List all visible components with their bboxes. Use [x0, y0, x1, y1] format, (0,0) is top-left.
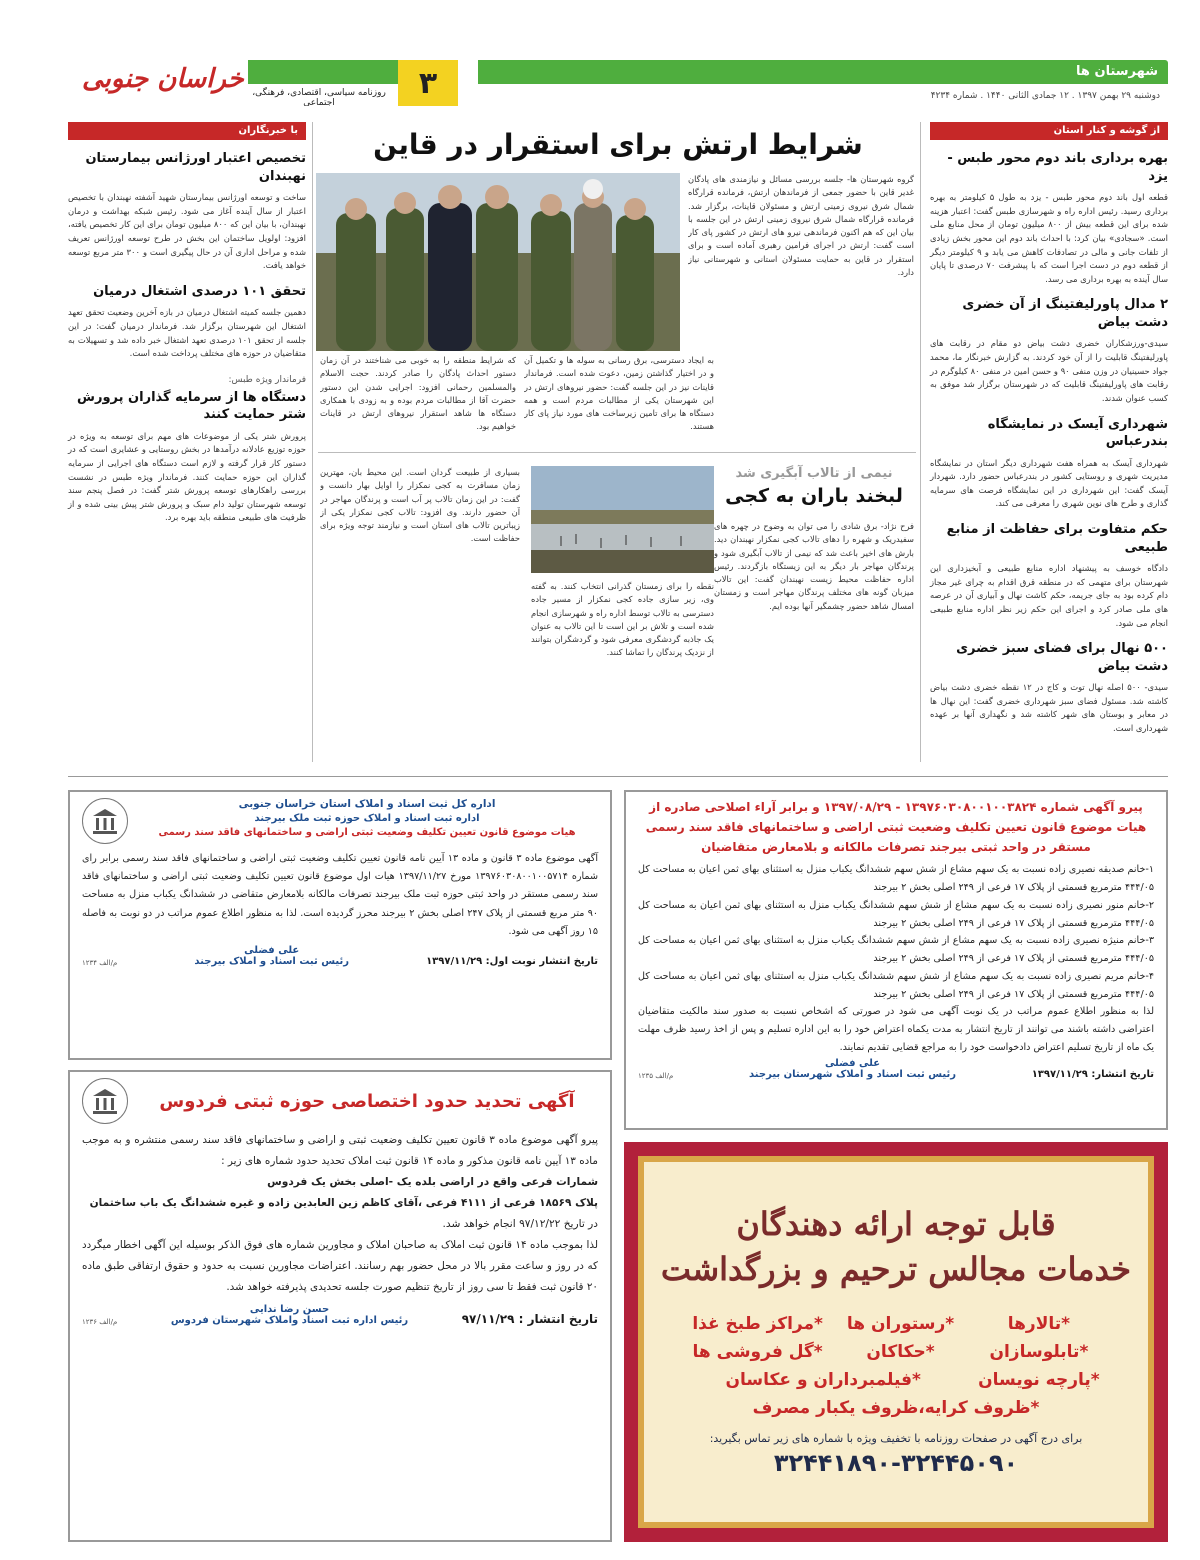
logo-box — [68, 60, 248, 106]
service-item: *فیلمبرداران و عکاسان — [725, 1369, 921, 1390]
sub-article-text: بسیاری از طبیعت گردان است. این محیط بان، مهترین زمان مسافرت به کجی نمکزار را اوایل بهار دانست و گفت: در این زمان تالاب پر آب است و پرندگان مهاجر در آن حضور دارند. وی افزود: تالاب کجی نمکزار یکی از زیباترین تالاب های استان است و نیازمند توجه ویژه برای حفاظت است. — [320, 467, 520, 544]
service-item: *ظروف کرایه،ظروف یکبار مصرف — [752, 1397, 1040, 1418]
services-list — [644, 1314, 1148, 1418]
signer-name: حسن رضا ندایی — [249, 1303, 330, 1315]
article-title: دستگاه ها از سرمایه گذاران پرورش شتر حمایت کنند — [77, 389, 306, 423]
page-number-box — [398, 60, 458, 106]
right-column-heading: از گوشه و کنار استان — [930, 122, 1168, 140]
tagline: روزنامه سیاسی، اقتصادی، فرهنگی، اجتماعی — [252, 88, 386, 106]
article — [68, 150, 306, 273]
article — [930, 296, 1168, 405]
registry-emblem-icon — [82, 798, 128, 844]
service-item: *گل فروشی ها — [692, 1341, 823, 1362]
ad-item: ۳-خانم منیژه نصیری زاده نسبت به یک سهم مشاع از شش سهم ششدانگ یکباب منزل به استثنای بهای ثمن اعیان به مساحت کل ۴۴۴/۰۵ مترمربع قسمتی از پلاک ۱۷ فرعی از ۲۴۹ اصلی بخش ۲ بیرجند — [638, 935, 1154, 965]
article-title: ۲ مدال پاورلیفتینگ از آن خضری دشت بیاض — [962, 297, 1168, 330]
ad-item: پلاک ۱۸۵۶۹ فرعی از ۴۱۱۱ فرعی ،آقای کاظم زین العابدین زاده و غیره ششدانگ یک باب ساختمان — [89, 1196, 598, 1209]
ad-signature — [194, 945, 349, 967]
ad-title: هیات موضوع قانون تعیین تکلیف وضعیت ثبتی اراضی و ساختمانهای فاقد سند رسمی — [158, 827, 576, 838]
signer-title: رئیس اداره ثبت اسناد واملاک شهرستان فردوس — [170, 1314, 409, 1326]
article-title: ۵۰۰ نهال برای فضای سبز خضری دشت بیاض — [956, 641, 1168, 674]
ads-divider — [68, 776, 1168, 777]
page-header — [68, 60, 1168, 106]
ad-date: تاریخ انتشار : ۹۷/۱۱/۲۹ — [461, 1311, 598, 1326]
service-item: *حکاکان — [866, 1341, 935, 1362]
sub-story-title: لبخند باران به کجی — [725, 485, 903, 507]
ad-body: پیرو آگهی موضوع ماده ۳ قانون تعیین تکلیف وضعیت ثبتی و اراضی و ساختمانهای فاقد سند رسمی منتشره و به موجب ماده ۱۳ آیین نامه قانون مذکور و ماده ۱۴ قانون ثبت املاک تحدید حدود شماره های زیر : — [82, 1134, 598, 1167]
service-item: *تابلوسازان — [989, 1341, 1089, 1362]
article-body: قطعه اول باند دوم محور طبس - یزد به طول ۵ کیلومتر به بهره برداری رسید. رئیس اداره راه و شهرسازی طبس گفت: اعتبار هزینه شده برای این قطعه بیش از ۸۰۰ میلیون تومان از محل منابع ملی است. «سجادی» بیان کرد: با احداث باند دوم این محور بخش زیادی از تلفات جانی و مالی در تصادفات کاهش می یابد و ۹ کیلومتر دیگر از قطعه دوم در دست اجرا است که با پیشرفت ۷۰ درصدی تا پایان سال آینده به بهره برداری می رسد. — [930, 192, 1169, 284]
ad-code: م/الف ۱۲۳۶ — [82, 1317, 118, 1326]
article-body: سیدی- ۵۰۰ اصله نهال توت و کاج در ۱۲ نقطه خضری دشت بیاض کاشته شد. مسئول فضای سبز شهرداری خضری گفت: این نهال ها در معابر و بوستان های شهر کاشته شد و نگهداری آنها بر عهده شهرداری است. — [930, 682, 1168, 734]
article — [68, 375, 306, 525]
legal-notice-ad — [68, 790, 612, 1060]
article — [930, 640, 1168, 736]
ad-date: تاریخ انتشار نوبت اول: ۱۳۹۷/۱۱/۲۹ — [426, 956, 598, 968]
article — [930, 416, 1168, 512]
article — [68, 283, 306, 361]
ad-footer — [82, 1304, 598, 1326]
date-line: دوشنبه ۲۹ بهمن ۱۳۹۷ . ۱۲ جمادی الثانی ۱۴۴۰ . شماره ۴۲۳۴ — [930, 91, 1160, 101]
column-divider — [920, 122, 921, 762]
wetland-illustration — [531, 466, 714, 573]
ad-signature — [749, 1058, 956, 1080]
service-item: *رستوران ها — [846, 1313, 955, 1334]
ad-item: ۱-خانم صدیقه نصیری زاده نسبت به یک سهم مشاع از شش سهم ششدانگ یکباب منزل به استثنای بهای ثمن اعیان به مساحت کل ۴۴۴/۰۵ مترمربع قسمتی از پلاک ۱۷ فرعی از ۲۴۹ اصلی بخش ۲ بیرجند — [638, 864, 1154, 894]
ad-code: م/الف ۱۲۳۵ — [638, 1072, 674, 1081]
signer-name: علی فضلی — [244, 945, 300, 957]
memorial-services-ad — [624, 1142, 1168, 1542]
service-item: *تالارها — [1007, 1313, 1071, 1334]
article-body: ساخت و توسعه اورژانس بیمارستان شهید آشفته نهبندان با تخصیص اعتبار از سال آینده آغاز می شود. رئیس شبکه بهداشت و درمان نهبندان، با بیان این که ۸۰۰ میلیون تومان برای این کار تخصیص یافته، افزود: اولویل ساختمان این بخش در طرح توسعه اورژانس تعریف شده و مراحل اداری آن در حال پیگیری است و ۳۰۰ متر مربع توسعه خواهد یافت. — [68, 192, 306, 271]
header-left-bar — [248, 60, 398, 84]
sub-story-kicker: نیمی از تالاب آبگیری شد — [735, 466, 893, 481]
ad-item: ۲-خانم منور نصیری زاده نسبت به یک سهم مشاع از شش سهم ششدانگ یکباب منزل به استثنای بهای ثمن اعیان به مساحت کل ۴۴۴/۰۵ مترمربع قسمتی از پلاک ۱۷ فرعی از ۲۴۹ اصلی بخش ۲ بیرجند — [638, 899, 1154, 929]
ad-headline: قابل توجه ارائه دهندگان — [736, 1205, 1056, 1243]
main-article-text: به ایجاد دسترسی، برق رسانی به سوله ها و تکمیل آن و در اختیار گذاشتن زمین، دعوت شده است. فرماندار قاینات نیز در این جلسه گفت: حضور نیروهای ارتش در این شهرستان یکی از مطالبات مردم است و همه دستگاه ها برای تامین زیرساخت های مورد نیاز پای کار هستند. — [524, 355, 714, 432]
ad-headline: خدمات مجالس ترحیم و بزرگداشت — [660, 1249, 1132, 1288]
legal-notice-ad — [624, 790, 1168, 1130]
main-article-text: که شرایط منطقه را به خوبی می شناختند در آن زمان دستور احداث پادگان را صادر کردند. حجت الاسلام والمسلمین رحمانی افزود: اجرایی شدن این دستور حضرت آقا از مطالبات مردم بوده و به زودی با همکاری دستگاه ها شاهد استقرار نیروهای ارتش در قاینات خواهیم بود. — [320, 355, 516, 432]
officials-photo-illustration — [316, 173, 680, 351]
section-title: شهرستان ها — [1076, 64, 1158, 79]
ad-title: آگهی تحدید حدود اختصاصی حوزه ثبتی فردوس — [159, 1090, 575, 1112]
ad-title: پیرو آگهی شماره ۱۳۹۷۶۰۳۰۸۰۰۱۰۰۳۸۲۴ - ۱۳۹۷/۰۸/۲۹ و برابر آراء اصلاحی صادره از هیات موضوع قانون تعیین تکلیف وضعیت ثبتی اراضی و ساختمانهای فاقد سند رسمی مستقر در واحد ثبتی بیرجند تصرفات مالکانه و بلامعارض متقاضیان — [645, 800, 1147, 854]
ad-org: اداره کل ثبت اسناد و املاک استان خراسان جنوبی — [238, 798, 496, 810]
header-green-bar — [478, 60, 1168, 84]
story-divider — [318, 452, 916, 453]
ad-footer — [82, 945, 598, 967]
ad-item: شمارات فرعی واقع در اراضی بلده یک -اصلی بخش یک فردوس — [267, 1175, 598, 1188]
article-kicker: فرماندار ویژه طبس: — [228, 374, 306, 385]
left-column — [68, 122, 306, 525]
sub-article-text: نقطه را برای زمستان گذرانی انتخاب کنند. به گفته وی، زیر سازی جاده کجی نمکزار از مسیر جاده دسترسی به تالاب توسط اداره راه و شهرسازی انجام شده است و تلاش بر این است تا این تالاب به عنوان یک جاذبه گردشگری معرفی شود و گردشگران بتوانند از نزدیک پرندگان را تماشا کنند. — [531, 581, 714, 658]
page-number: ۳ — [418, 65, 438, 101]
service-item: *مراکز طبخ غذا — [692, 1313, 823, 1334]
news-photo — [316, 173, 680, 351]
ad-header — [82, 798, 598, 844]
article-title: تحقق ۱۰۱ درصدی اشتغال درمیان — [93, 283, 306, 299]
ad-closing: لذا به منظور اطلاع عموم مراتب در یک نوبت آگهی می شود در صورتی که اشخاص نسبت به صدور سند مالکیت متقاضیان اعتراضی داشته باشند می توانند از تاریخ انتشار به مدت یکماه اعتراض خود را به این اداره تسلیم و پس از اخذ رسید ظرف مهلت یک ماه از تاریخ تسلیم اعتراض دادخواست خود را به مراجع قضایی تقدیم نمایند. — [638, 1006, 1154, 1053]
article — [930, 521, 1168, 630]
ad-item: ۴-خانم مریم نصیری زاده نسبت به یک سهم مشاع از شش سهم ششدانگ یکباب منزل به استثنای بهای ثمن اعیان به مساحت کل ۴۴۴/۰۵ مترمربع قسمتی از پلاک ۱۷ فرعی از ۲۴۹ اصلی بخش ۲ بیرجند — [638, 970, 1154, 1000]
signer-title: رئیس ثبت اسناد و املاک شهرستان بیرجند — [749, 1069, 956, 1081]
ad-footer — [638, 1058, 1154, 1080]
wetland-photo — [531, 466, 714, 573]
ad-date: تاریخ انتشار: ۱۳۹۷/۱۱/۲۹ — [1031, 1069, 1154, 1081]
legal-notice-ad — [68, 1070, 612, 1542]
article — [930, 150, 1168, 286]
right-column — [930, 122, 1168, 736]
article-body: سیدی-ورزشکاران خضری دشت بیاض دو مقام در رقابت های پاورلیفتینگ قابلیت را از آن خود کردند. به گزارش خبرنگار ما، محمد جواد حسینیان در وزن منفی ۹۰ و حسن امین در منفی ۸۰ کیلوگرم در رقابت های پاورلیفتینگ قابلیت که در شهرستان برگزار شد موفق به کسب عنوان شدند. — [930, 338, 1168, 403]
article-title: حکم متفاوت برای حفاظت از منابع طبیعی — [946, 522, 1168, 555]
main-article-text: گروه شهرستان ها- جلسه بررسی مسائل و نیازمندی های پادگان غدیر قاین با حضور جمعی از فرماندهان ارتش، فرمانده قرارگاه شمال شرق نیروی زمینی ارتش و مسئولان قاینات، برگزار شد. فرمانده قرارگاه شمال شرق نیروی زمینی ارتش در این جلسه با بیان این که هم اکنون فرماندهی نیرو های ارتش در کشور پای کار است گفت: ارتش در اجرای فرامین رهبری آماده است و برای استقرار در قاین به حمایت مسئولان استانی و شهرستانی نیاز دارد. — [688, 174, 914, 277]
newspaper-logo: خراسان جنوبی — [82, 64, 244, 94]
left-column-heading: با خبرنگاران — [68, 122, 306, 140]
ad-body: لذا بموجب ماده ۱۴ قانون ثبت املاک به صاحبان املاک و مجاورین شماره های فوق الذکر بوسیله این آگهی اخطار میگردد که در روز و ساعت مقرر بالا در محل حضور بهم رسانند. اعتراضات مجاورین نسبت به حدود و حقوق ارتفاقی طبق ماده ۲۰ قانون ثبت فقط تا سی روز از تاریخ تنظیم صورت جلسه تحدیدی پذیرفته خواهد شد. — [82, 1239, 598, 1293]
sub-story-header — [714, 466, 914, 507]
ornate-frame — [638, 1156, 1154, 1528]
service-item: *پارچه نویسان — [978, 1369, 1100, 1390]
ad-header — [82, 1078, 598, 1124]
ad-phones: ۳۲۴۴۱۸۹۰-۳۲۴۴۵۰۹۰ — [773, 1448, 1019, 1477]
signer-name: علی فضلی — [824, 1058, 881, 1070]
main-headline: شرایط ارتش برای استقرار در قاین — [373, 128, 863, 161]
ad-item: در تاریخ ۹۷/۱۲/۲۲ انجام خواهد شد. — [442, 1218, 598, 1230]
article-body: دادگاه خوسف به پیشنهاد اداره منابع طبیعی و آبخیزداری این شهرستان برای متهمی که در منطقه قرق اقدام به چرای غیر مجاز دام کرده بود به جای جریمه، حکم کاشت نهال و آبیاری آن در عرصه های ملی صادر کرد و اجرای این حکم زیر نظر اداره منابع طبیعی انجام می شود. — [930, 563, 1168, 628]
column-divider — [312, 122, 313, 762]
article-title: تخصیص اعتبار اورژانس بیمارستان نهبندان — [85, 151, 306, 184]
ad-code: م/الف ۱۲۳۴ — [82, 959, 118, 968]
article-body: شهرداری آیسک به همراه هفت شهرداری دیگر استان در نمایشگاه مدیریت شهری و روستایی کشور در بندرعباس حضور دارد. شهردار آیسک گفت: این شهرداری در این نمایشگاه فرصت های سرمایه گذاری و طرح های نوین شهری را معرفی می کند. — [930, 457, 1168, 509]
article-title: بهره برداری باند دوم محور طبس - یزد — [947, 151, 1168, 184]
signer-title: رئیس ثبت اسناد و املاک بیرجند — [194, 956, 349, 968]
registry-emblem-icon — [82, 1078, 128, 1124]
article-title: شهرداری آیسک در نمایشگاه بندرعباس — [987, 416, 1168, 450]
ad-contact-line: برای درج آگهی در صفحات روزنامه با تخفیف ویژه با شماره های زیر تماس بگیرید: — [709, 1431, 1083, 1445]
ad-signature — [171, 1304, 408, 1326]
ad-org: اداره ثبت اسناد و املاک حوزه ثبت ملک بیرجند — [254, 813, 480, 824]
ad-body: آگهی موضوع ماده ۳ قانون و ماده ۱۳ آیین نامه قانون تعیین تکلیف وضعیت ثبتی اراضی و ساختمانهای فاقد سند رسمی برابر رای شماره ۱۳۹۷۶۰۳۰۸۰۰۱۰۰۵۷۱۴ مورخ ۱۳۹۷/۱۱/۲۷ هیات اول موضوع قانون تعیین تکلیف وضعیت ثبتی اراضی و ساختمانهای فاقد سند رسمی مستقر در واحد ثبتی حوزه ثبت ملک بیرجند تصرفات مالکانه بلامعارض متقاضی در ششدانگ یکباب منزل به مساحت ۹۰ متر مربع قسمتی از پلاک ۲۴۷ اصلی بخش ۲ بیرجند محرز گردیده است. لذا به منظور اطلاع عموم مراتب در دو نوبت به فاصله ۱۵ روز آگهی می شود. — [82, 853, 598, 937]
article-body: دهمین جلسه کمیته اشتغال درمیان در بازه آخرین وضعیت تحقق تعهد اشتغال این شهرستان برگزار شد. فرماندار درمیان گفت: در این جلسه از تحقق ۱۰۱ درصدی تعهد اشتغال خبر داده شد و تسهیلات به متقاضیان در حوزه های مختلف پرداخت شده است. — [68, 307, 306, 359]
sub-article-text: فرح نژاد- برق شادی را می توان به وضوح در چهره های سفیدریک و شهره را دهای تالاب کجی نمکزار نهبندان دید. بارش های اخیر باعث شد که نیمی از تالاب آبگیری شود و پرندگان مهاجر بار دیگر به این زیستگاه بازگردند. رئیس اداره حفاظت محیط زیست نهبندان گفت: این تالاب میزبان گونه های مختلف پرندگان مهاجر است و زمستان امسال شاهد حضور چشمگیر آنها بوده ایم. — [714, 521, 914, 611]
ad-header-text — [136, 798, 598, 838]
article-body: پرورش شتر یکی از موضوعات های مهم برای توسعه به ویژه در حوزه توزیع عادلانه درآمدها در بخش روستایی و عشایری است که در دستور کار قرار گرفته و لازم است دستگاه های اجرایی از سرمایه گذاران این حوزه حمایت کنند. فرماندار ویژه طبس در نشست بررسی راهکارهای توسعه پرورش شتر گفت: در فصل پنجم سند توسعه شهرستان تولید دام سبک و پرورش شتر پیش بینی شده و از ظرفیت های طبیعی منطقه باید بهره برد. — [68, 430, 306, 523]
